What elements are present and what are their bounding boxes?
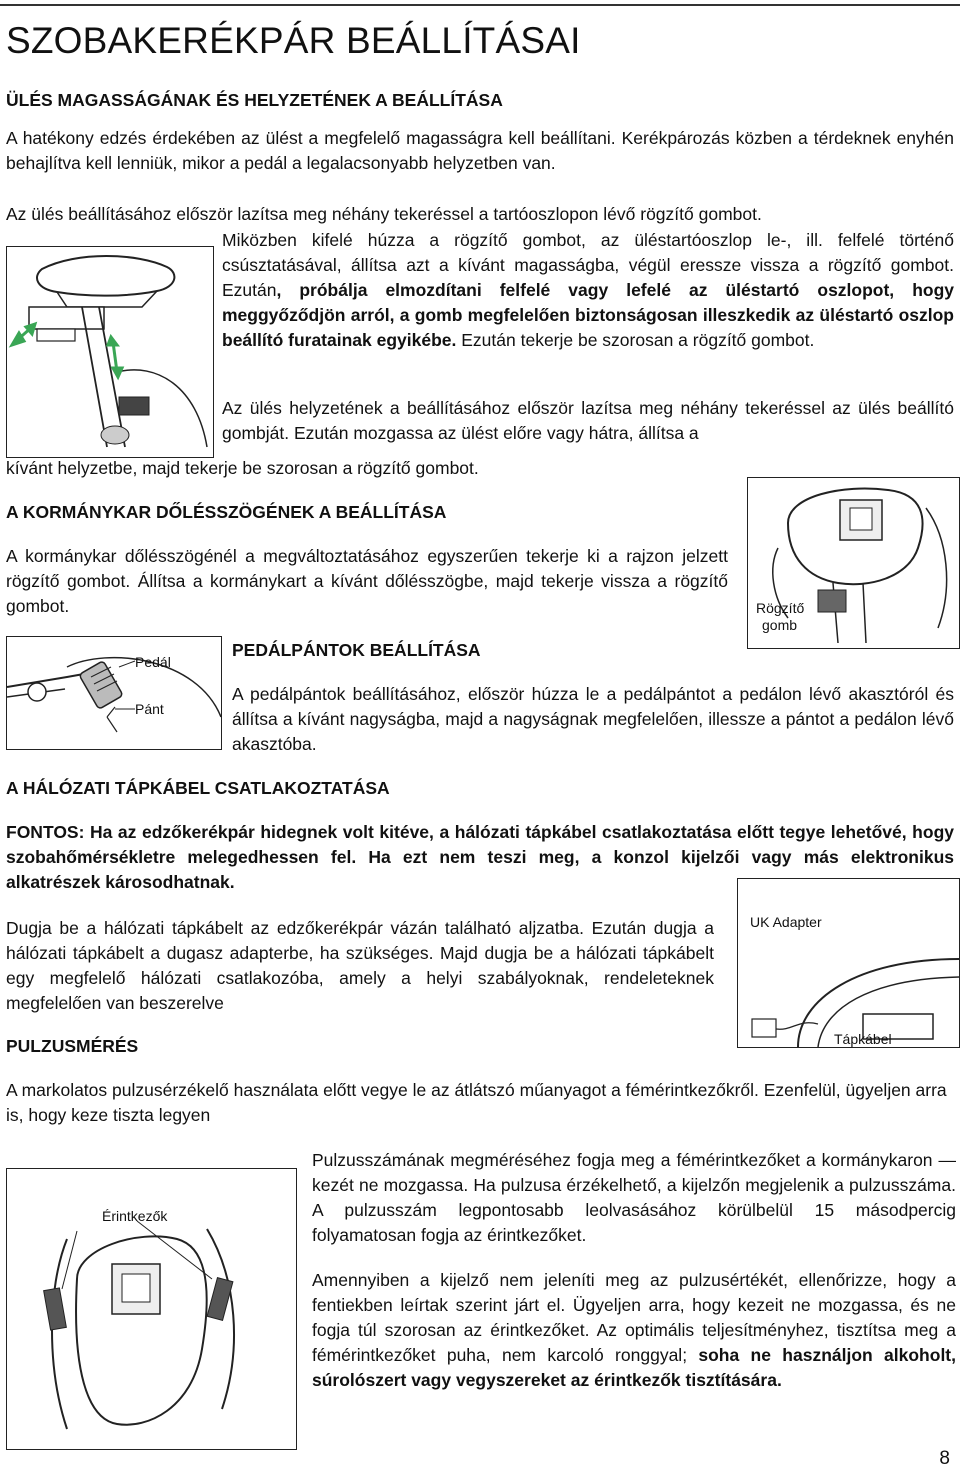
pulse-paragraph-1: A markolatos pulzusérzékelő használata előtt vegye le az átlátszó műanyagot a fémérintkezőkről. Ezenfelül, ügyeljen arra is, hogy keze tiszta legyen	[6, 1080, 947, 1125]
power-paragraph: Dugja be a hálózati tápkábelt az edzőkerékpár vázán található aljzatba. Ezután dugja a hálózati tápkábelt a dugasz adapterbe, ha szükséges. Majd dugja be a hálózati tápkábelt egy megfelelő hálózati csatlakozóba, amely a helyi szabályoknak, rendeleteknek megfelelően van beszerelve	[6, 918, 714, 1013]
pedal-label: Pedál	[135, 654, 171, 670]
handlebar-illustration	[748, 478, 959, 648]
pulse-paragraph-3-text: Amennyiben a kijelző nem jeleníti meg az pulzusértékét, ellenőrizze, hogy a fentiekben leírtak szerint járt el. Ügyeljen arra, hogy kezeit ne mozgassa, és ne fogja túl szorosan az érintkezőket. Az optimális teljesítményhez, tisztítsa meg a fémérintkezőket puha, nem karcoló ronggyal;	[312, 1270, 956, 1365]
page-number: 8	[939, 1448, 950, 1469]
pulse-heading: PULZUSMÉRÉS	[6, 1036, 139, 1056]
pulse-paragraph-2: Pulzusszámának megméréséhez fogja meg a fémérintkezőket a kormánykaron — kezét ne mozgassa. Ha pulzusa érzékelhető, a kijelzőn megjelenik a pulzusszáma. A pulzusszám legpontosabb leolvasásához körülbelül 15 másodpercig folyamatosan fogja az érintkezőket.	[312, 1150, 956, 1245]
pulse-illustration	[7, 1169, 296, 1449]
pedal-paragraph: A pedálpántok beállításához, először húzza le a pedálpántot a pedálon lévő akasztóról és állítsa a kívánt nagyságba, majd a nagyságnak megfelelően, illessze a pántot a pedálon lévő akasztóba.	[232, 684, 954, 754]
pedal-heading: PEDÁLPÁNTOK BEÁLLÍTÁSA	[232, 640, 481, 660]
seat-paragraph-2-rest	[222, 228, 954, 353]
pedal-figure	[6, 636, 222, 750]
pulse-paragraph-3	[312, 1268, 956, 1393]
handlebar-label-line2: gomb	[762, 617, 798, 633]
handlebar-paragraph: A kormánykar dőlésszögénél a megváltoztatásához egyszerűen tekerje ki a rajzon jelzett rögzítő gombot. Állítsa a kormánykart a kívánt dőlésszögbe, majd tekerje vissza a rögzítő gombot.	[6, 546, 728, 616]
pulse-figure	[6, 1168, 297, 1450]
pulse-paragraph-3-bold: soha ne használjon alkoholt, súrolószert vagy vegyszereket az érintkezők tisztítására.	[312, 1345, 956, 1390]
seat-paragraph-2-line1: Az ülés beállításához először lazítsa meg néhány tekeréssel a tartóoszlopon lévő rögzítő gombot.	[6, 204, 762, 224]
power-figure	[737, 878, 960, 1048]
strap-label: Pánt	[135, 701, 164, 717]
handlebar-figure	[747, 477, 960, 649]
seat-paragraph-2-bold: , próbálja elmozdítani felfelé vagy lefelé az üléstartó oszlopot, hogy meggyőződjön arról, a gomb megfelelően biztonságosan illeszkedik az üléstartó oszlop beállító furatainak egyikébe.	[222, 280, 954, 350]
seat-paragraph-2-text-c: Ezután tekerje be szorosan a rögzítő gombot.	[456, 330, 815, 350]
power-illustration	[738, 879, 959, 1047]
seat-paragraph-3a: Az ülés helyzetének a beállításához először lazítsa meg néhány tekeréssel az ülés beállító gombját. Ezután mozgassa az ülést előre vagy hátra, állítsa a	[222, 398, 954, 443]
pedal-illustration	[7, 637, 221, 749]
handlebar-label-line1: Rögzítő	[756, 600, 805, 616]
adapter-label: UK Adapter	[750, 914, 822, 930]
seat-paragraph-2-text-a: Miközben kifelé húzza a rögzítő gombot, az üléstartóoszlop le-, ill. felfelé történő csúsztatásával, állítsa azt a kívánt magasságba, végül eressze vissza a rögzítő gombot. Ezután	[222, 230, 954, 300]
seat-paragraph-3b: kívánt helyzetbe, majd tekerje be szorosan a rögzítő gombot.	[6, 458, 479, 478]
power-heading: A HÁLÓZATI TÁPKÁBEL CSATLAKOZTATÁSA	[6, 778, 390, 798]
seat-figure	[6, 246, 214, 458]
page-title: SZOBAKERÉKPÁR BEÁLLÍTÁSAI	[6, 20, 581, 61]
top-rule	[0, 4, 960, 6]
power-important: FONTOS: Ha az edzőkerékpár hidegnek volt kitéve, a hálózati tápkábel csatlakoztatása előtt tegye lehetővé, hogy szobahőmérsékletre melegedhessen fel. Ha ezt nem teszi meg, a konzol kijelzői vagy más elektronikus alkatrészek károsodhatnak.	[6, 822, 954, 892]
contacts-label: Érintkezők	[102, 1208, 168, 1224]
handlebar-heading: A KORMÁNYKAR DŐLÉSSZÖGÉNEK A BEÁLLÍTÁSA	[6, 502, 447, 522]
seat-illustration	[7, 247, 213, 457]
seat-paragraph-1: A hatékony edzés érdekében az ülést a megfelelő magasságra kell beállítani. Kerékpározás közben a térdeknek enyhén behajlítva kell lenniük, mikor a pedál a legalacsonyabb helyzetben van.	[6, 128, 954, 173]
cable-label: Tápkábel	[834, 1031, 892, 1047]
seat-heading: ÜLÉS MAGASSÁGÁNAK ÉS HELYZETÉNEK A BEÁLLÍTÁSA	[6, 90, 503, 110]
